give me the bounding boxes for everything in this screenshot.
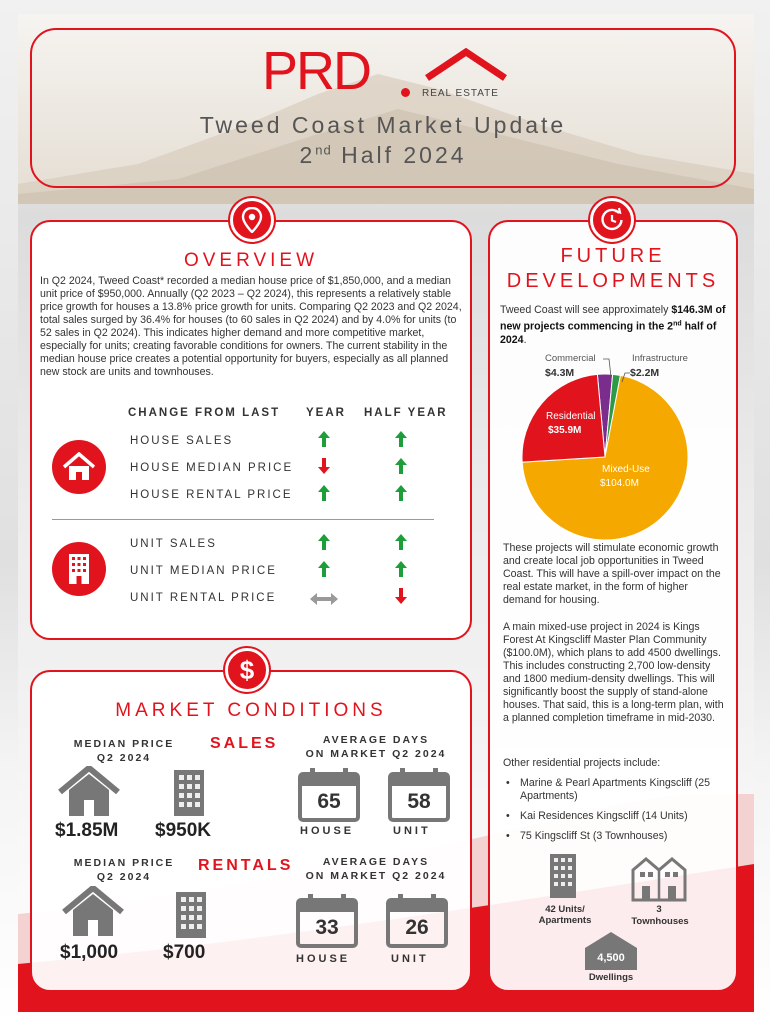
row-house-rental: HOUSE RENTAL PRICE (130, 489, 293, 501)
overview-title: OVERVIEW (183, 250, 319, 271)
trend-up-icon (317, 484, 331, 502)
house-circle (52, 440, 106, 494)
rentals-house-days: 33 (315, 916, 339, 939)
future-title-2: DEVELOPMENTS (506, 270, 720, 292)
pie-value-commercial: $4.3M (545, 367, 575, 379)
sales-unit-icon (172, 768, 206, 818)
trend-up-icon (317, 533, 331, 551)
pie-label-residential: Residential (546, 411, 596, 422)
row-unit-median: UNIT MEDIAN PRICE (130, 565, 277, 577)
page-subtitle: 2nd Half 2024 (299, 142, 467, 168)
bullet-2: • Kai Residences Kingscliff (14 Units) (520, 810, 730, 823)
rentals-unit-caption: UNIT (391, 953, 429, 965)
projects-pie-chart (520, 372, 690, 542)
trend-up-icon (317, 430, 331, 448)
pie-leader-lines (595, 355, 645, 385)
dollar-icon: $ (239, 654, 255, 685)
sales-house-caption: HOUSE (300, 825, 355, 837)
pie-value-residential: $35.9M (548, 425, 582, 436)
future-para-2: A main mixed-use project in 2024 is Kings Forest At Kingscliff Master Plan Community ($100.0M), which plans to add 4500 dwellings. This includes constructing 2,700 low-density and 1800 medium-density dwellings. This will significantly boost the supply of stand-alone houses. That said, this is a long-term plan, with a planned completion timeframe in mid-2030. (503, 621, 724, 724)
sales-house-icon (58, 766, 120, 818)
prd-logo-text: PRD (262, 41, 371, 101)
rentals-days-label-1: AVERAGE DAYS (322, 856, 430, 868)
bullet-1: • Marine & Pearl Apartments Kingscliff (25 Apartments) (520, 777, 710, 803)
sales-days-label-2: ON MARKET Q2 2024 (305, 748, 447, 760)
townhouses-icon (630, 856, 688, 902)
dwellings-number: 4,500 (597, 952, 625, 964)
half-year-header: HALF YEAR (364, 407, 448, 419)
unit-circle (52, 542, 106, 596)
pie-value-mixed-use: $104.0M (600, 478, 639, 489)
sales-unit-days: 58 (407, 790, 431, 813)
location-pin-icon (241, 207, 263, 233)
trend-up-icon (394, 484, 408, 502)
row-unit-sales: UNIT SALES (130, 538, 217, 550)
apartment-building-icon (67, 552, 91, 586)
rentals-unit-days: 26 (405, 916, 429, 939)
row-house-median: HOUSE MEDIAN PRICE (130, 462, 294, 474)
trend-down-icon (317, 457, 331, 475)
future-para-1: These projects will stimulate economic growth and create local job opportunities in Tweed Coast. This will have a spill-over impact on the real estate market, in the form of higher demand for housing. (503, 542, 721, 606)
future-para-3: Other residential projects include: (503, 757, 661, 769)
trend-up-icon (394, 457, 408, 475)
change-header: CHANGE FROM LAST (128, 407, 281, 419)
rentals-house-icon (62, 886, 124, 938)
pie-value-infrastructure: $2.2M (630, 367, 660, 379)
units-caption: 42 Units/ Apartments (538, 904, 592, 926)
location-badge (230, 198, 274, 242)
pie-label-infrastructure: Infrastructure (632, 353, 688, 364)
rentals-heading: RENTALS (198, 857, 294, 874)
row-house-sales: HOUSE SALES (130, 435, 234, 447)
rentals-unit-price: $700 (163, 942, 206, 963)
rentals-median-label-2: Q2 2024 (96, 871, 152, 883)
dwellings-caption: Dwellings (588, 972, 634, 983)
trend-up-icon (317, 560, 331, 578)
pie-label-mixed-use: Mixed-Use (602, 464, 650, 475)
units-building-icon (548, 852, 578, 900)
bullet-3: • 75 Kingscliff St (3 Townhouses) (520, 830, 730, 843)
year-header: YEAR (306, 407, 346, 419)
rentals-house-caption: HOUSE (296, 953, 351, 965)
townhouses-number: 3 (656, 904, 662, 915)
roof-logo-icon (425, 48, 507, 82)
future-badge (590, 198, 634, 242)
rentals-unit-icon (174, 890, 208, 940)
townhouses-caption: Townhouses (631, 916, 689, 927)
overview-divider (52, 519, 434, 520)
sales-unit-price: $950K (155, 820, 211, 841)
future-intro: Tweed Coast will see approximately $146.3M of new projects commencing in the 2nd half of 2024. (500, 304, 726, 346)
rentals-median-label-1: MEDIAN PRICE (73, 857, 175, 869)
logo-subtitle: REAL ESTATE (422, 88, 499, 99)
sales-median-label-1: MEDIAN PRICE (73, 738, 175, 750)
rentals-house-price: $1,000 (60, 942, 119, 963)
clock-refresh-icon (599, 207, 625, 233)
sales-unit-caption: UNIT (393, 825, 431, 837)
overview-text: In Q2 2024, Tweed Coast* recorded a median house price of $1,850,000, and a median unit price of $950,000. Annually (Q2 2023 – Q2 2024), this represents a relatively stable price growth for houses a 13.8% price growth for units. Comparing Q2 2023 and Q2 2024, total sales surged by 36.4% for houses (to 60 sales in Q2 2024) and by 4.0% for units (to 52 sales in Q2 2024). This indicates higher demand and more competitive market, especially for units; creating favorable conditions for owners. The current stability in the median house price creates a potential opportunity for buyers, especially as all planned new stock are units and townhouses. (40, 275, 462, 378)
trend-up-icon (394, 533, 408, 551)
trend-flat-icon (309, 591, 339, 609)
row-unit-rental: UNIT RENTAL PRICE (130, 592, 277, 604)
sales-heading: SALES (210, 735, 279, 752)
market-title: MARKET CONDITIONS (115, 700, 387, 721)
dollar-badge (225, 648, 269, 692)
future-title-1: FUTURE (560, 245, 666, 267)
trend-up-icon (394, 560, 408, 578)
dwellings-house-icon (583, 930, 639, 970)
sales-days-label-1: AVERAGE DAYS (322, 734, 430, 746)
trend-up-icon (394, 430, 408, 448)
house-icon (62, 452, 96, 482)
trend-down-icon (394, 587, 408, 605)
sales-house-days: 65 (317, 790, 341, 813)
sales-house-price: $1.85M (55, 820, 119, 841)
logo-dot (401, 88, 410, 97)
page-title: Tweed Coast Market Update (199, 112, 567, 138)
sales-median-label-2: Q2 2024 (96, 752, 152, 764)
rentals-days-label-2: ON MARKET Q2 2024 (305, 870, 447, 882)
pie-label-commercial: Commercial (545, 353, 596, 364)
